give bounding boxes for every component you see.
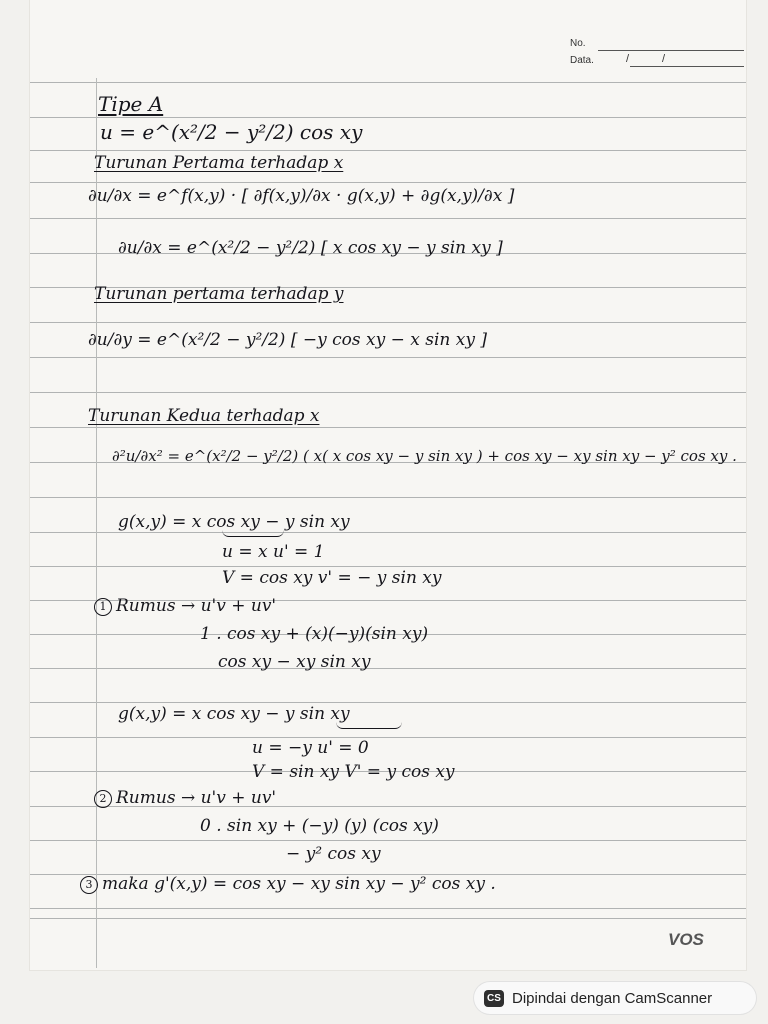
uv-pair-2a: u = −y u' = 0	[252, 738, 369, 758]
step-1a: 1 . cos xy + (x)(−y)(sin xy)	[200, 624, 429, 644]
uv-pair-1b: V = cos xy v' = − y sin xy	[222, 568, 442, 588]
margin-line	[96, 78, 97, 968]
brand-mark: VOS	[668, 930, 704, 949]
heading-first-derivative-x: Turunan Pertama terhadap x	[94, 153, 344, 173]
step-number-2: 2	[94, 790, 112, 808]
camscanner-watermark	[474, 982, 756, 1014]
g-definition-2: g(x,y) = x cos xy − y sin xy	[118, 704, 350, 724]
date-line	[630, 66, 744, 67]
date-slash-2: /	[662, 53, 666, 65]
date-slash-1: /	[626, 53, 630, 65]
heading-first-derivative-y: Turunan pertama terhadap y	[94, 284, 344, 304]
g-definition-1: g(x,y) = x cos xy − y sin xy	[118, 512, 350, 532]
uv-pair-1a: u = x u' = 1	[222, 542, 325, 562]
step-number-3: 3	[80, 876, 98, 894]
du-dx-general: ∂u/∂x = e^f(x,y) · [ ∂f(x,y)/∂x · g(x,y) + ∂g(x,y)/∂x ]	[88, 186, 515, 206]
step-number-1: 1	[94, 598, 112, 616]
uv-pair-2b: V = sin xy V' = y cos xy	[252, 762, 455, 782]
du-dy-result: ∂u/∂y = e^(x²/2 − y²/2) [ −y cos xy − x sin xy ]	[88, 330, 487, 350]
no-line	[598, 50, 744, 51]
underbrace-1	[222, 530, 284, 537]
rumus-1-text: Rumus → u'v + uv'	[116, 596, 277, 616]
step-1b: cos xy − xy sin xy	[218, 652, 371, 672]
rumus-2	[94, 788, 276, 808]
underbrace-2	[336, 722, 402, 729]
function-definition: u = e^(x²/2 − y²/2) cos xy	[100, 120, 363, 144]
step-2a: 0 . sin xy + (−y) (y) (cos xy)	[200, 816, 439, 836]
final-result	[80, 874, 496, 894]
rumus-2-text: Rumus → u'v + uv'	[116, 788, 277, 808]
final-result-text: maka g'(x,y) = cos xy − xy sin xy − y² cos xy .	[102, 874, 496, 894]
date-label: Data.	[570, 55, 594, 66]
step-2b: − y² cos xy	[286, 844, 381, 864]
watermark-text: Dipindai dengan CamScanner	[512, 989, 713, 1007]
camscanner-icon: CS	[484, 990, 504, 1007]
rumus-1	[94, 596, 276, 616]
no-label: No.	[570, 38, 586, 49]
heading-second-derivative-x: Turunan Kedua terhadap x	[88, 406, 320, 426]
second-derivative-x: ∂²u/∂x² = e^(x²/2 − y²/2) ( x( x cos xy − y sin xy ) + cos xy − xy sin xy − y² cos xy .	[112, 447, 737, 465]
du-dx-result: ∂u/∂x = e^(x²/2 − y²/2) [ x cos xy − y sin xy ]	[118, 238, 503, 258]
title: Tipe A	[98, 92, 164, 116]
